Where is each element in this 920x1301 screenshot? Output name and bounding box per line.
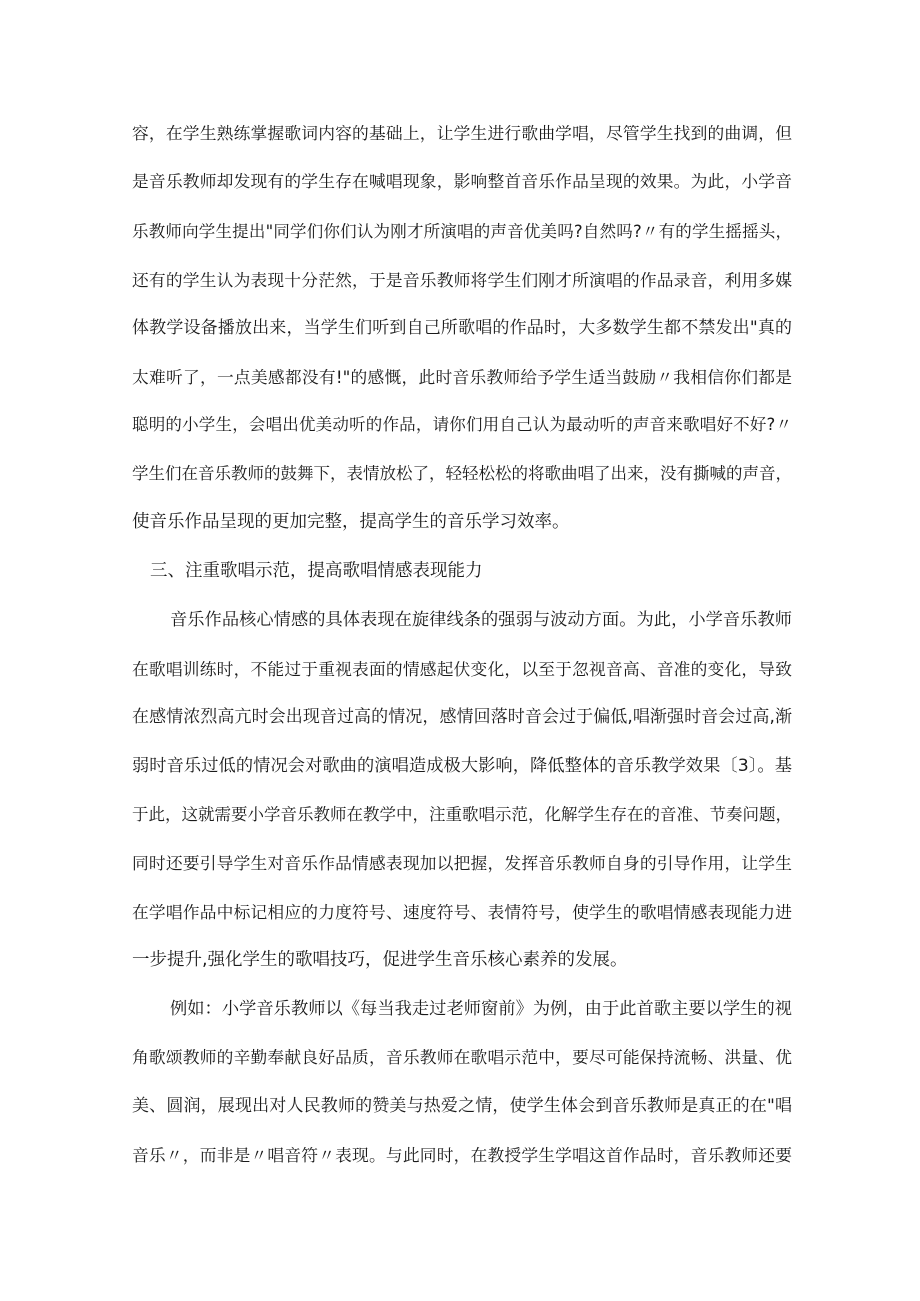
paragraph1-line-5: 体教学设备播放出来，当学生们听到自己所歌唱的作品时，大多数学生都不禁发出"真的	[132, 318, 792, 338]
paragraph2-line-7: 在学唱作品中标记相应的力度符号、速度符号、表情符号，使学生的歌唱情感表现能力进	[132, 902, 792, 922]
paragraph1-line-9: 使音乐作品呈现的更加完整，提高学生的音乐学习效率。	[132, 512, 570, 532]
paragraph1-line-4: 还有的学生认为表现十分茫然，于是音乐教师将学生们刚才所演唱的作品录音，利用多媒	[132, 270, 792, 290]
paragraph2-line-6: 同时还要引导学生对音乐作品情感表现加以把握，发挥音乐教师自身的引导作用，让学生	[132, 853, 792, 873]
paragraph1-line-2: 是音乐教师却发现有的学生存在喊唱现象，影响整首音乐作品呈现的效果。为此，小学音	[132, 171, 792, 191]
paragraph2-line-3: 在感情浓烈高亢时会出现音过高的情况，感情回落时音会过于偏低,唱渐强时音会过高,渐	[132, 707, 792, 727]
paragraph1-line-8: 学生们在音乐教师的鼓舞下，表情放松了，轻轻松松的将歌曲唱了出来，没有撕喊的声音，	[132, 464, 792, 483]
paragraph2-line-5: 于此，这就需要小学音乐教师在教学中，注重歌唱示范，化解学生存在的音准、节奏问题，	[132, 805, 792, 824]
paragraph2-line-2: 在歌唱训练时，不能过于重视表面的情感起伏变化，以至于忽视音高、音准的变化，导致	[132, 659, 792, 679]
paragraph3-line-4: 音乐〃，而非是〃唱音符〃表现。与此同时，在教授学生学唱这首作品时，音乐教师还要	[132, 1145, 792, 1165]
paragraph2-line-8: 一步提升,强化学生的歌唱技巧，促进学生音乐核心素养的发展。	[132, 950, 628, 970]
paragraph3-line-1: 例如：小学音乐教师以《每当我走过老师窗前》为例，由于此首歌主要以学生的视	[170, 999, 792, 1019]
paragraph2-line-4: 弱时音乐过低的情况会对歌曲的演唱造成极大影响，降低整体的音乐教学效果〔3〕。基	[132, 756, 792, 776]
paragraph1-line-6: 太难听了，一点美感都没有!"的感慨，此时音乐教师给予学生适当鼓励〃我相信你们都是	[132, 367, 792, 387]
paragraph1-line-3: 乐教师向学生提出"同学们你们认为刚才所演唱的声音优美吗?自然吗?〃有的学生摇摇头，	[132, 222, 792, 241]
paragraph1-line-1: 容，在学生熟练掌握歌词内容的基础上，让学生进行歌曲学唱，尽管学生找到的曲调，但	[132, 123, 792, 143]
paragraph2-line-1: 音乐作品核心情感的具体表现在旋律线条的强弱与波动方面。为此，小学音乐教师	[170, 610, 792, 630]
paragraph1-line-7: 聪明的小学生，会唱出优美动听的作品，请你们用自己认为最动听的声音来歌唱好不好?〃	[132, 415, 792, 434]
paragraph3-line-3: 美、圆润，展现出对人民教师的赞美与热爱之情，使学生体会到音乐教师是真正的在"唱	[132, 1096, 792, 1116]
section-heading: 三、注重歌唱示范，提高歌唱情感表现能力	[150, 561, 483, 581]
paragraph3-line-2: 角歌颂教师的辛勤奉献良好品质，音乐教师在歌唱示范中，要尽可能保持流畅、洪量、优	[132, 1047, 792, 1067]
